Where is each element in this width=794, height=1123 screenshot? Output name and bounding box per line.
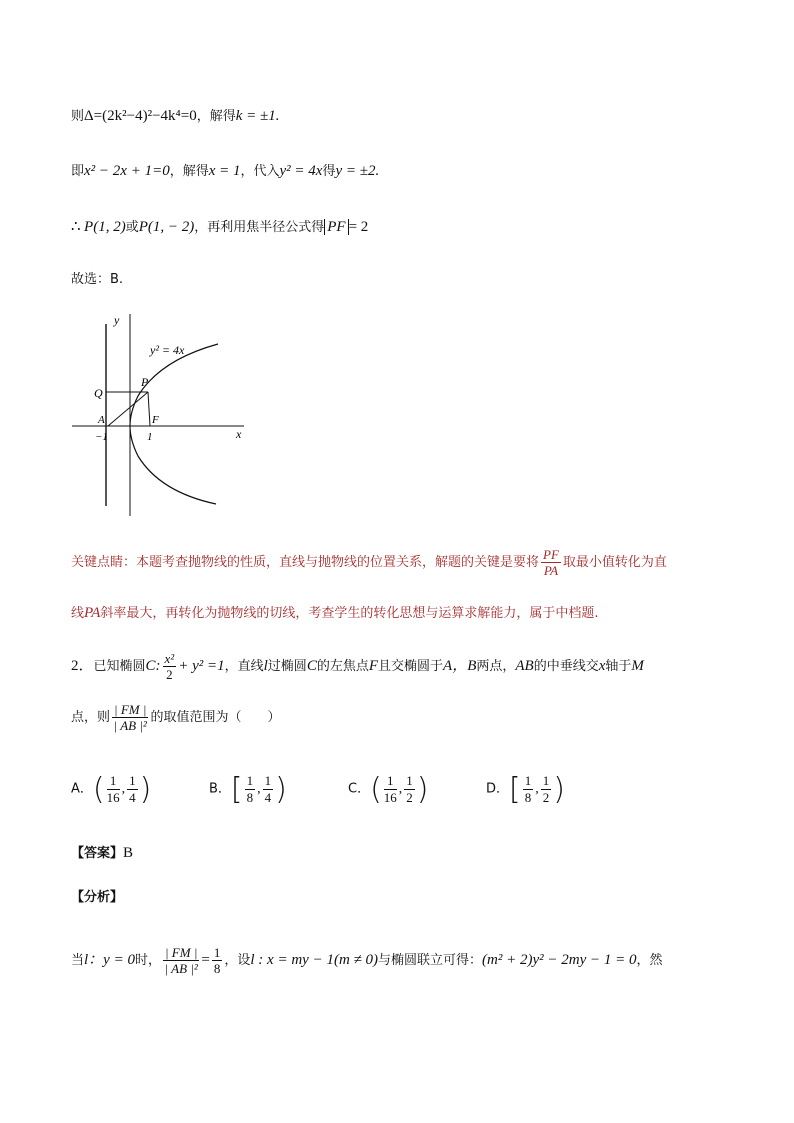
math-k-result: k = ±1.	[235, 108, 280, 124]
solution-line-3	[71, 217, 368, 238]
frac-fm-ab	[163, 945, 199, 976]
math-point-p1: P(1, 2)	[84, 219, 126, 235]
frac	[384, 773, 397, 806]
frac-ellipse	[163, 651, 177, 682]
math-pf-value: = 2	[348, 219, 369, 235]
math-l-definition: l : x = my − 1(m ≠ 0)	[250, 952, 379, 968]
question-number: 2．	[71, 658, 94, 674]
bracket-open: (	[92, 772, 105, 807]
math-y-result: y = ±2.	[335, 163, 380, 179]
frac	[263, 773, 274, 806]
frac-num: 1	[129, 773, 136, 788]
option-b[interactable]: B．[ $\frac{1}{8}$ , $\frac{1}{4}$ )	[209, 772, 287, 807]
frac-num: | FM |	[114, 702, 147, 718]
frac	[541, 773, 552, 806]
option-d[interactable]: D．[ $\frac{1}{8}$ , $\frac{1}{2}$ )	[486, 772, 565, 807]
bracket-close: )	[416, 772, 429, 807]
text: 得	[322, 164, 336, 179]
label-y-axis: y	[114, 313, 120, 327]
frac	[245, 773, 256, 806]
math-quadratic: x² − 2x + 1=0	[84, 163, 170, 179]
frac-num: 1	[107, 773, 120, 790]
frac-den: 2	[542, 790, 550, 805]
segment-pf	[148, 392, 150, 426]
keypoint-text: 斜率最大，再转化为抛物线的切线，考查学生的转化思想与运算求解能力，属于中档题.	[100, 606, 599, 621]
frac-den: PA	[543, 563, 559, 579]
keypoint-text: 本题考查抛物线的性质，直线与抛物线的位置关系，解题的关键是要将	[136, 555, 540, 570]
frac-num: 1	[213, 945, 221, 961]
bracket-open: (	[370, 772, 382, 807]
text: 的中垂线交	[533, 659, 599, 674]
frac-pf-pa	[541, 547, 561, 578]
text: ，然	[636, 953, 663, 968]
text: 轴于	[605, 659, 632, 674]
frac-den: 8	[524, 790, 532, 805]
text: 已知椭圆	[93, 659, 146, 674]
tick-1: 1	[147, 431, 153, 443]
question-line-1	[71, 646, 644, 686]
frac	[127, 773, 138, 806]
math-x-value: x = 1	[208, 163, 241, 179]
math-c2: C	[306, 658, 317, 674]
frac-num: | FM |	[164, 945, 198, 961]
frac-den: 4	[264, 790, 272, 805]
bracket-open: [	[230, 772, 243, 807]
frac-num: 1	[264, 773, 272, 788]
frac-den: 2	[166, 667, 173, 683]
equals-sign: =	[201, 952, 210, 968]
bracket-open: [	[509, 772, 521, 807]
text: 的左焦点	[316, 659, 369, 674]
option-label: C．	[348, 781, 371, 797]
keypoint-line-1	[71, 541, 667, 585]
text: 当	[71, 953, 85, 968]
math-l-condition: l：y = 0	[84, 952, 135, 968]
math-m: M	[631, 658, 644, 674]
frac-num: 1	[406, 773, 413, 788]
math-combined-equation: (m² + 2)y² − 2my − 1 = 0	[482, 952, 637, 968]
bracket-close: )	[139, 772, 152, 807]
frac	[523, 773, 534, 806]
text: ，直线	[224, 659, 264, 674]
analysis-heading	[71, 888, 123, 908]
frac-den: 4	[129, 790, 136, 805]
therefore-symbol: ∴	[71, 219, 81, 235]
keypoint-text: 取最小值转化为直	[562, 555, 667, 570]
text: 且交椭圆于	[378, 659, 444, 674]
text: 与椭圆联立可得：	[378, 953, 483, 968]
text: ，解得	[169, 164, 209, 179]
frac-den: 16	[106, 790, 120, 805]
keypoint-label: 关键点睛：	[71, 555, 137, 570]
solution-line-2	[71, 161, 379, 182]
label-point-f: F	[152, 414, 159, 426]
text: ，再利用焦半径公式得	[194, 220, 325, 235]
frac-num: PF	[543, 547, 559, 563]
bracket-close: )	[553, 772, 565, 807]
option-a[interactable]: A．( $\frac{1}{16}$ , $\frac{1}{4}$ )	[71, 772, 152, 807]
text: 点，则	[71, 710, 111, 725]
frac-num: 1	[246, 773, 254, 788]
analysis-label: 【分析】	[71, 890, 124, 905]
frac-num: 1	[542, 773, 550, 788]
frac-num: 1	[524, 773, 532, 788]
frac-fm-ab	[112, 702, 148, 733]
text: ，设	[224, 953, 251, 968]
answer-label: 【答案】	[71, 846, 124, 861]
text: 的取值范围为（ ）	[150, 710, 281, 725]
tick-neg1: −1	[95, 431, 108, 443]
frac-den: 2	[406, 790, 413, 805]
frac-den: | AB |²	[164, 961, 198, 977]
label-point-a: A	[98, 414, 105, 426]
segment-ap	[108, 392, 148, 426]
label-point-p: P	[141, 375, 149, 389]
text: ，代入	[240, 164, 280, 179]
label-point-q: Q	[94, 386, 103, 400]
math-ab: AB	[515, 658, 534, 674]
question-line-2	[71, 698, 280, 738]
text: 即	[71, 164, 85, 179]
parabola-curve	[130, 344, 218, 504]
frac-den: 8	[246, 790, 254, 805]
frac-den: 16	[383, 790, 397, 805]
analysis-line-1	[71, 938, 663, 982]
label-x-axis: x	[236, 427, 242, 441]
math-delta-equation: Δ=(2k²−4)²−4k⁴=0	[84, 108, 197, 124]
math-pf-abs: PF	[324, 219, 348, 235]
frac-one-eighth	[212, 945, 223, 976]
math-point-p2: P(1, − 2)	[138, 219, 195, 235]
text: 两点，	[476, 659, 516, 674]
text: 线	[71, 606, 85, 621]
text: 时，	[134, 953, 161, 968]
text: 或	[125, 220, 139, 235]
frac	[107, 773, 120, 806]
option-c[interactable]: C．( $\frac{1}{16}$ , $\frac{1}{2}$ )	[348, 772, 429, 807]
frac-den: | AB |²	[113, 718, 147, 734]
math-f: F	[368, 658, 379, 674]
label-curve: y² = 4x	[150, 343, 185, 357]
frac-num: 1	[384, 773, 397, 790]
solution-line-1	[71, 106, 280, 127]
math-ellipse-rest: + y² =1	[178, 658, 225, 674]
math-l: l	[263, 658, 268, 674]
bracket-close: )	[275, 772, 287, 807]
option-label: D．	[486, 781, 510, 797]
text: ，解得	[196, 109, 236, 124]
answer-line	[71, 843, 133, 864]
keypoint-line-2	[71, 603, 599, 624]
math-pa: PA	[84, 605, 101, 621]
text: 则	[71, 109, 85, 124]
text: 故选：B.	[71, 272, 124, 287]
frac-num: x²	[164, 651, 175, 667]
answer-value: B	[123, 845, 134, 861]
math-x: x	[598, 658, 606, 674]
math-ab-points: A，B	[443, 658, 477, 674]
option-label: A．	[71, 781, 93, 797]
frac-den: 8	[213, 961, 221, 977]
math-parabola: y² = 4x	[279, 163, 323, 179]
math-c: C:	[145, 658, 161, 674]
text: 过椭圆	[267, 659, 307, 674]
choose-answer	[71, 270, 123, 290]
parabola-figure	[68, 308, 258, 520]
option-label: B．	[209, 781, 231, 797]
frac	[404, 773, 415, 806]
